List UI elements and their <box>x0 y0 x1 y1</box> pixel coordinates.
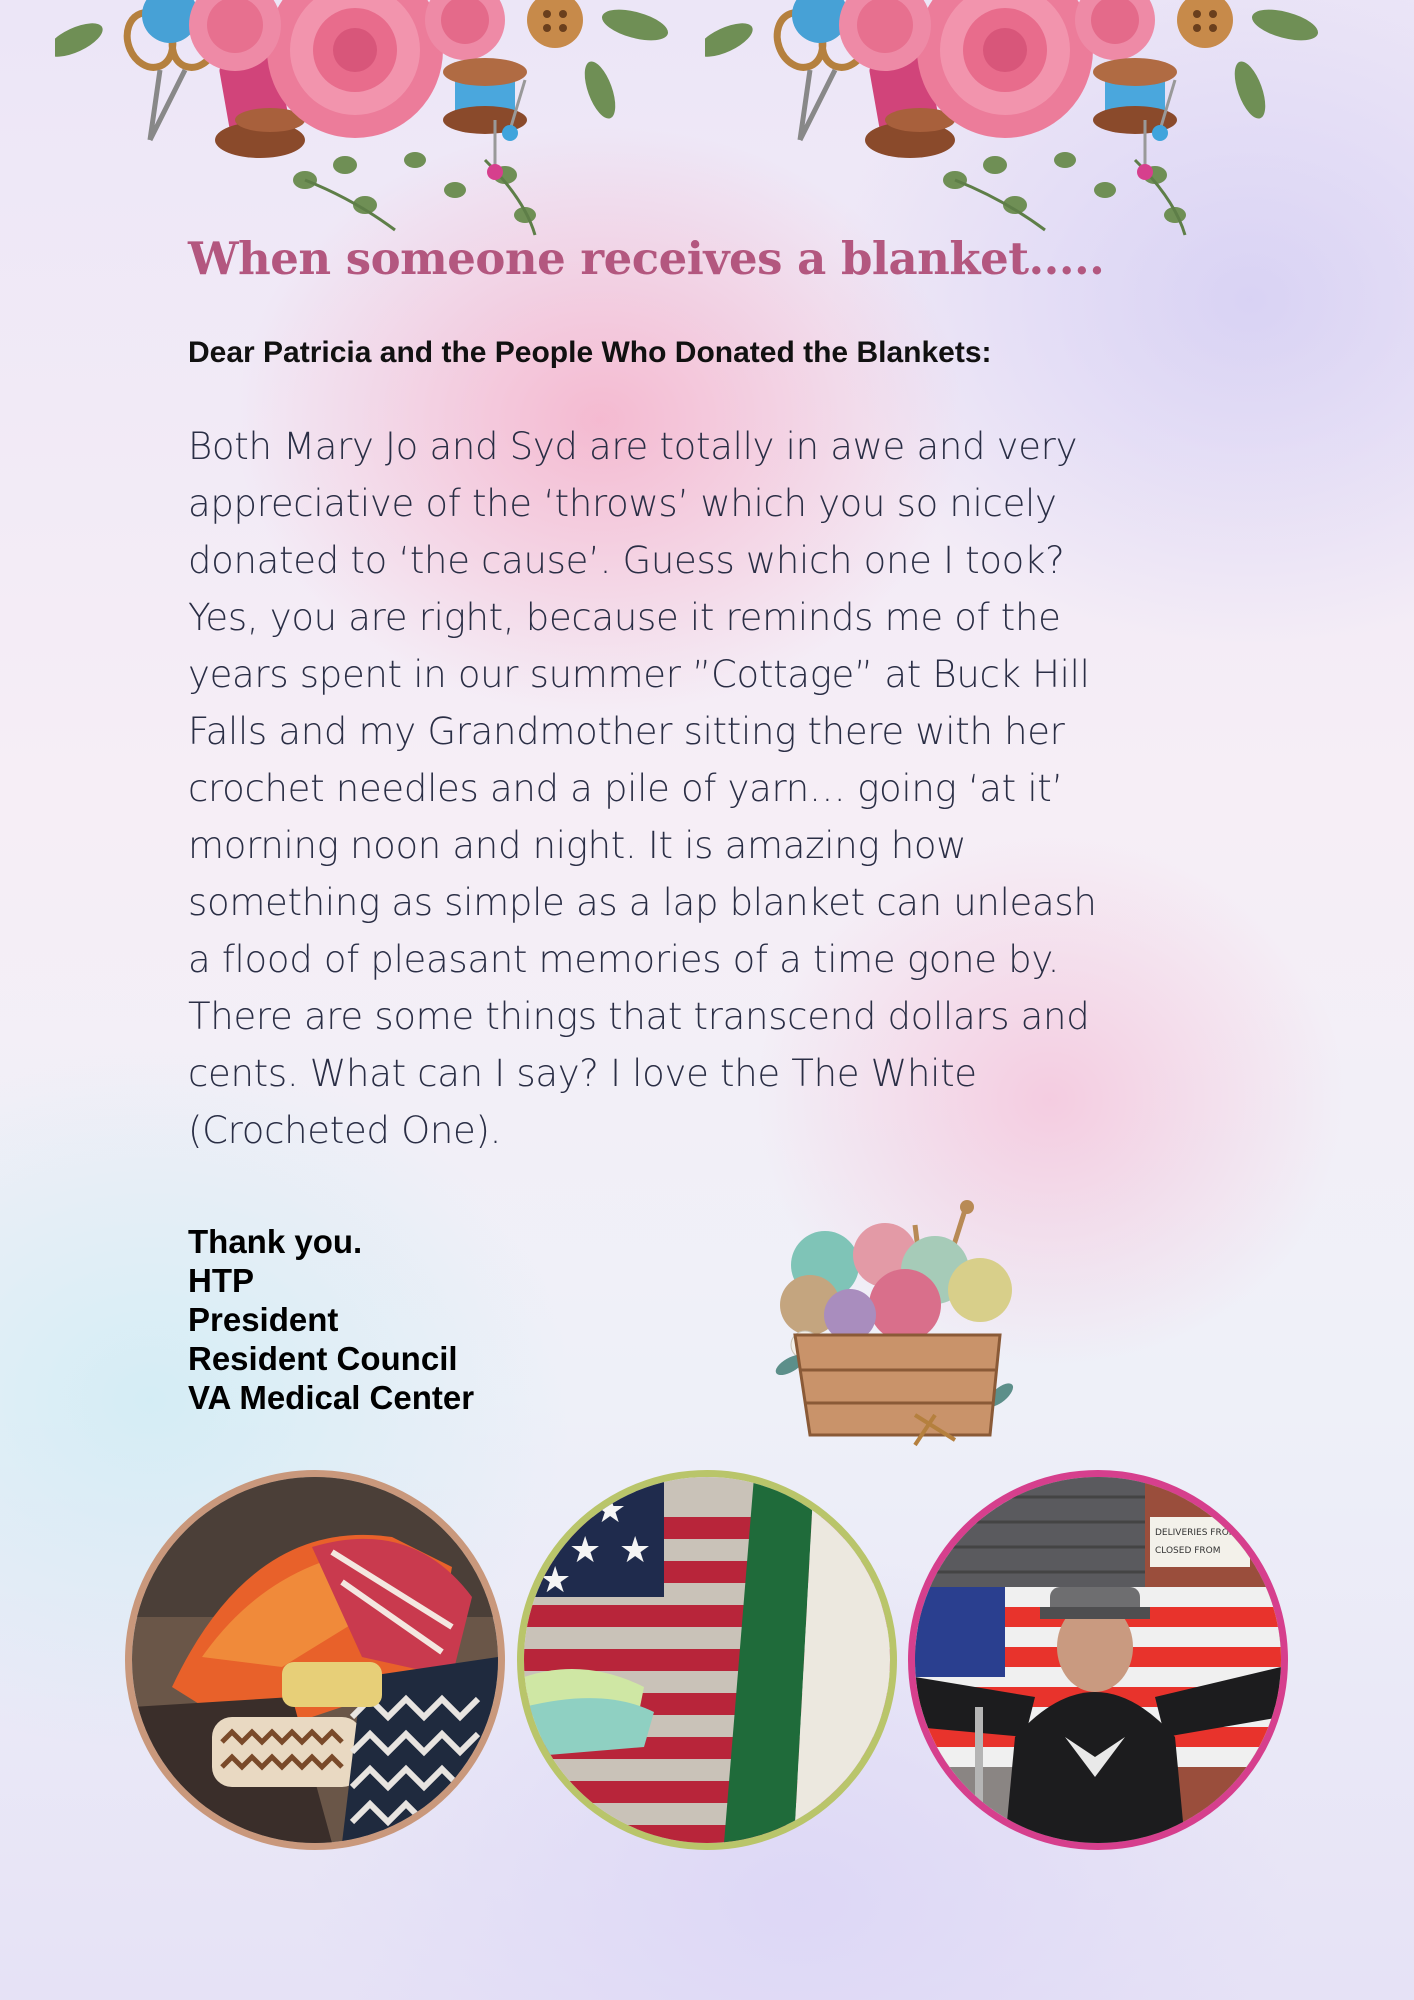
signature-institution: VA Medical Center <box>188 1379 475 1416</box>
svg-text:★: ★ <box>539 1560 572 1601</box>
page-title: When someone receives a blanket..... <box>188 232 1105 285</box>
building-sign-text: DELIVERIES FROM <box>1155 1528 1237 1538</box>
photo-flag-blankets <box>517 1470 897 1850</box>
letter-line: (Crocheted One). <box>188 1109 502 1152</box>
letter-line: There are some things that transcend dollars and <box>188 995 1090 1038</box>
letter-body <box>188 418 1198 1159</box>
photo-colorful-blankets <box>125 1470 505 1850</box>
photo-veteran-with-blanket <box>908 1470 1288 1850</box>
signature-organization: Resident Council <box>188 1340 458 1377</box>
letter-line: a flood of pleasant memories of a time gone by. <box>188 938 1060 981</box>
svg-text:★: ★ <box>594 1490 627 1531</box>
letter-line: morning noon and night. It is amazing how <box>188 824 967 867</box>
signature-initials: HTP <box>188 1262 254 1299</box>
letter-line: donated to ‘the cause’. Guess which one I took? <box>188 539 1065 582</box>
letter-line: Both Mary Jo and Syd are totally in awe and very <box>188 425 1078 468</box>
roses-sewing-decoration-left <box>55 0 695 240</box>
letter-salutation: Dear Patricia and the People Who Donated the Blankets: <box>188 336 992 369</box>
signature-role: President <box>188 1301 339 1338</box>
svg-text:★: ★ <box>544 1490 577 1531</box>
building-sign-text: CLOSED FROM <box>1155 1546 1221 1556</box>
letter-line: something as simple as a lap blanket can unleash <box>188 881 1097 924</box>
signature-thanks: Thank you. <box>188 1223 363 1260</box>
letter-line: crochet needles and a pile of yarn… going ‘at it’ <box>188 767 1063 810</box>
svg-text:★: ★ <box>619 1530 652 1571</box>
letter-line: Falls and my Grandmother sitting there with her <box>188 710 1065 753</box>
letter-line: years spent in our summer ”Cottage” at Buck Hill <box>188 653 1090 696</box>
yarn-basket-illustration <box>765 1195 1045 1455</box>
letter-line: appreciative of the ‘throws’ which you so nicely <box>188 482 1057 525</box>
roses-sewing-decoration-right <box>705 0 1345 240</box>
signature-block <box>188 1222 474 1417</box>
svg-text:★: ★ <box>569 1530 602 1571</box>
letter-line: cents. What can I say? I love the The White <box>188 1052 977 1095</box>
letter-line: Yes, you are right, because it reminds me of the <box>188 596 1061 639</box>
